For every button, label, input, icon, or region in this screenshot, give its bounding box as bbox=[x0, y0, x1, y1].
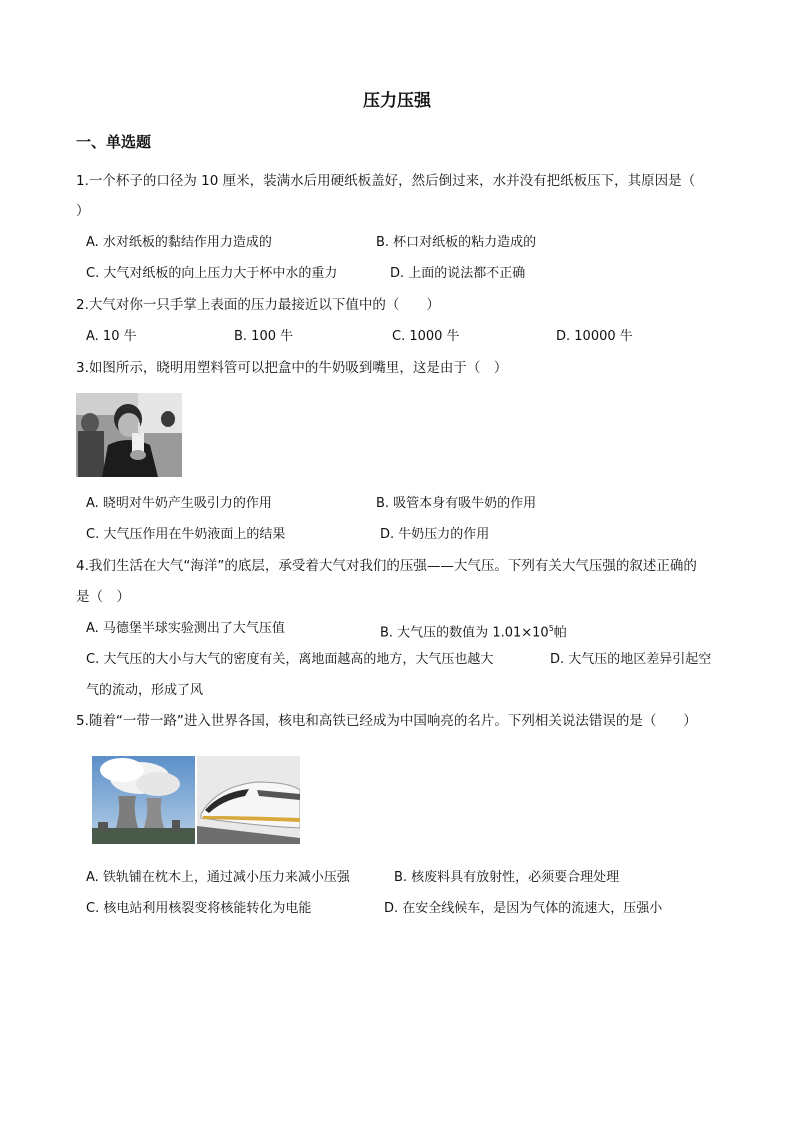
question-3-option-a: A. 晓明对牛奶产生吸引力的作用 bbox=[86, 496, 272, 511]
question-4-option-b-exponent: 5 bbox=[548, 624, 554, 633]
question-5-stem: 5.随着“一带一路”进入世界各国，核电和高铁已经成为中国响亮的名片。下列相关说法错误的是（ ） bbox=[76, 713, 697, 729]
question-2-stem: 2.大气对你一只手掌上表面的压力最接近以下值中的（ ） bbox=[76, 297, 440, 313]
question-4-stem: 4.我们生活在大气“海洋”的底层，承受着大气对我们的压强——大气压。下列有关大气压强的叙述正确的 bbox=[76, 558, 697, 574]
question-5-option-b: B. 核废料具有放射性，必须要合理处理 bbox=[394, 870, 620, 885]
question-1-option-d: D. 上面的说法都不正确 bbox=[390, 266, 526, 281]
page-title: 压力压强 bbox=[363, 91, 431, 111]
question-5-option-c: C. 核电站利用核裂变将核能转化为电能 bbox=[86, 901, 312, 916]
cooling-towers-photo bbox=[92, 756, 195, 844]
question-1-option-c: C. 大气对纸板的向上压力大于杯中水的重力 bbox=[86, 266, 338, 281]
question-5-option-a: A. 铁轨铺在枕木上，通过减小压力来减小压强 bbox=[86, 870, 350, 885]
question-4-option-b-text: B. 大气压的数值为 1.01×10 bbox=[380, 625, 549, 641]
question-1-stem-cont: ） bbox=[76, 203, 90, 219]
question-2-option-c: C. 1000 牛 bbox=[392, 329, 460, 344]
question-5-option-d: D. 在安全线候车，是因为气体的流速大，压强小 bbox=[384, 901, 663, 916]
question-2-option-a: A. 10 牛 bbox=[86, 329, 137, 344]
high-speed-train-photo bbox=[197, 756, 300, 844]
question-1-option-b: B. 杯口对纸板的粘力造成的 bbox=[376, 235, 537, 250]
question-4-option-d: D. 大气压的地区差异引起空 bbox=[550, 652, 712, 667]
question-4-option-a: A. 马德堡半球实验测出了大气压值 bbox=[86, 621, 285, 636]
question-3-option-d: D. 牛奶压力的作用 bbox=[380, 527, 490, 542]
question-3-stem: 3.如图所示，晓明用塑料管可以把盒中的牛奶吸到嘴里，这是由于（ ） bbox=[76, 360, 508, 376]
question-4-stem-cont: 是（ ） bbox=[76, 589, 130, 605]
question-4-option-d-cont: 气的流动，形成了风 bbox=[86, 683, 204, 698]
question-4-option-b bbox=[380, 620, 567, 642]
question-1-stem: 1.一个杯子的口径为 10 厘米，装满水后用硬纸板盖好，然后倒过来，水并没有把纸板压下，其原因是（ bbox=[76, 173, 696, 189]
question-4-option-b-unit: 帕 bbox=[553, 625, 567, 641]
question-3-option-c: C. 大气压作用在牛奶液面上的结果 bbox=[86, 527, 286, 542]
question-1-option-a: A. 水对纸板的黏结作用力造成的 bbox=[86, 235, 272, 250]
section-heading: 一、单选题 bbox=[76, 133, 152, 151]
question-4-option-c: C. 大气压的大小与大气的密度有关，离地面越高的地方，大气压也越大 bbox=[86, 652, 494, 667]
question-2-option-d: D. 10000 牛 bbox=[556, 329, 633, 344]
question-2-option-b: B. 100 牛 bbox=[234, 329, 294, 344]
question-3-option-b: B. 吸管本身有吸牛奶的作用 bbox=[376, 496, 537, 511]
boy-drinking-milk-photo bbox=[76, 393, 182, 477]
